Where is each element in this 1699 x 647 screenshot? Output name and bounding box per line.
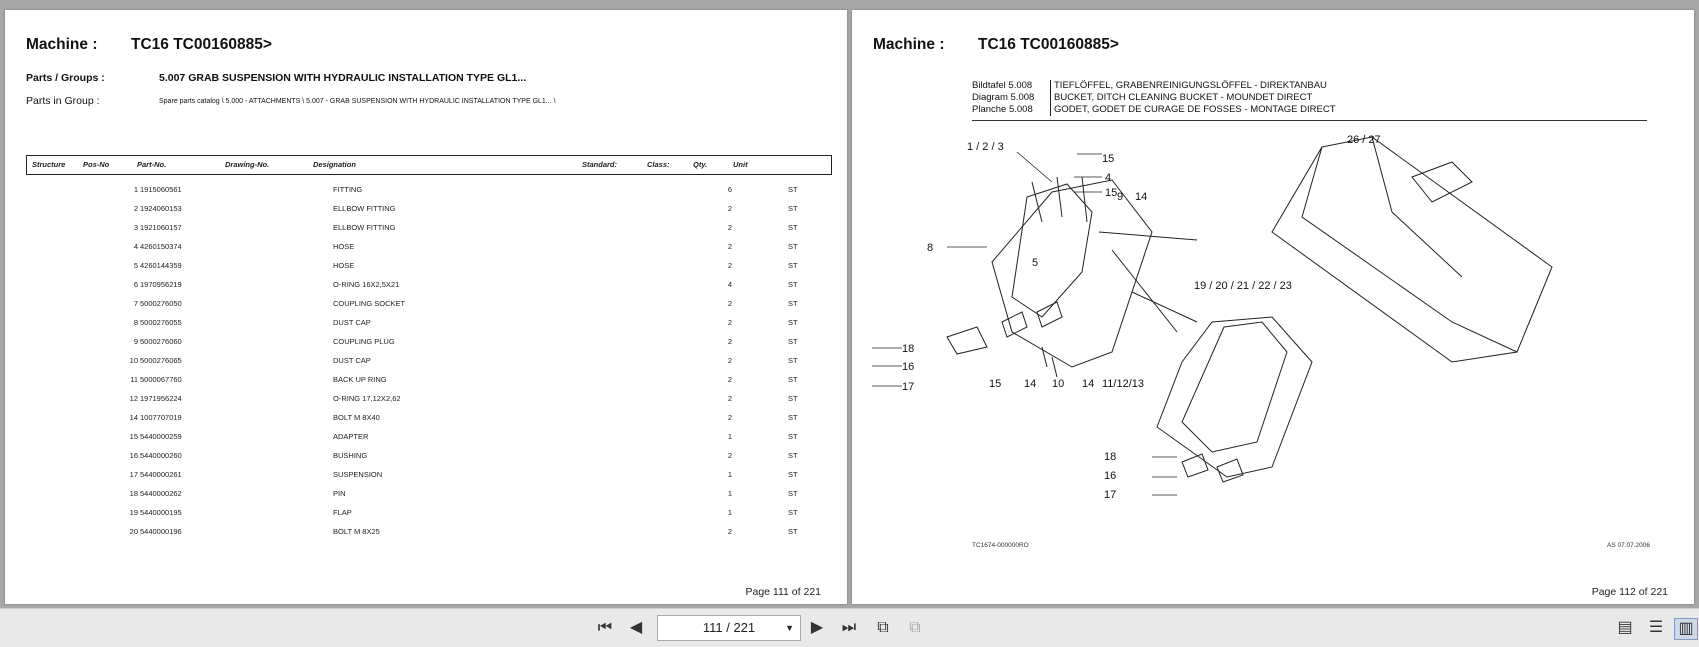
table-row bbox=[26, 527, 830, 539]
next-page-button[interactable] bbox=[806, 618, 828, 638]
table-row bbox=[26, 489, 830, 501]
designation-cell: BUSHING bbox=[333, 451, 368, 460]
unit-cell: ST bbox=[788, 470, 798, 479]
page-number: Page 112 of 221 bbox=[1591, 586, 1668, 598]
machine-heading bbox=[26, 36, 272, 54]
qty-cell: 1 bbox=[727, 470, 732, 479]
bucket-hinge bbox=[1412, 162, 1472, 202]
machine-label: Machine : bbox=[26, 36, 98, 53]
qty-cell: 1 bbox=[727, 508, 732, 517]
last-page-button[interactable] bbox=[838, 618, 860, 638]
machine-label: Machine : bbox=[873, 36, 945, 53]
designation-cell: DUST CAP bbox=[333, 318, 371, 327]
pos-no-cell: 11 bbox=[130, 375, 138, 384]
qty-cell: 2 bbox=[727, 375, 732, 384]
part-no-cell: 5440000196 bbox=[140, 527, 182, 536]
legend-row-fr bbox=[972, 104, 1336, 116]
callout-9: 9 bbox=[1117, 191, 1124, 203]
bucket-lower-edge bbox=[1302, 147, 1517, 352]
small-bucket-drawing bbox=[1157, 317, 1312, 477]
callout-11-12-13: 11/12/13 bbox=[1102, 378, 1145, 390]
unit-cell: ST bbox=[788, 261, 798, 270]
unit-cell: ST bbox=[788, 242, 798, 251]
fittings bbox=[1042, 347, 1057, 377]
qty-cell: 2 bbox=[727, 299, 732, 308]
unit-cell: ST bbox=[788, 451, 798, 460]
designation-cell: PIN bbox=[333, 489, 346, 498]
callout-19-23: 19 / 20 / 21 / 22 / 23 bbox=[1194, 280, 1292, 292]
pos-no-cell: 15 bbox=[129, 432, 138, 441]
pos-no-cell: 3 bbox=[133, 223, 138, 232]
part-no-cell: 1921060157 bbox=[140, 223, 182, 232]
designation-cell: HOSE bbox=[333, 242, 355, 251]
unit-cell: ST bbox=[788, 527, 798, 536]
part-no-cell: 1915060561 bbox=[140, 185, 182, 194]
parts-groups-value: 5.007 GRAB SUSPENSION WITH HYDRAULIC INSTALLATION TYPE GL1... bbox=[159, 72, 527, 84]
qty-cell: 2 bbox=[727, 318, 732, 327]
part-no-cell: 5000276050 bbox=[140, 299, 182, 308]
callout-26-27: 26 / 27 bbox=[1347, 134, 1381, 146]
part-no-cell: 1924060153 bbox=[140, 204, 182, 213]
legend-text: TIEFLÖFFEL, GRABENREINIGUNGSLÖFFEL - DIREKTANBAU bbox=[1054, 80, 1327, 91]
qty-cell: 4 bbox=[727, 280, 732, 289]
legend-key: Planche 5.008 bbox=[972, 104, 1033, 115]
callout-15: 15 bbox=[1105, 187, 1118, 199]
pos-no-cell: 1 bbox=[133, 185, 138, 194]
designation-cell: HOSE bbox=[333, 261, 355, 270]
page-number-field[interactable] bbox=[657, 615, 801, 641]
page-number: Page 111 of 221 bbox=[745, 586, 821, 598]
pos-no-cell: 14 bbox=[129, 413, 138, 422]
table-row bbox=[26, 299, 830, 311]
pos-no-cell: 12 bbox=[129, 394, 138, 403]
ditch-cleaning-bucket-drawing bbox=[1272, 137, 1552, 362]
legend-row-en bbox=[972, 92, 1336, 104]
parts-table-header bbox=[26, 155, 832, 175]
unit-cell: ST bbox=[788, 280, 798, 289]
pos-no-cell: 7 bbox=[133, 299, 138, 308]
machine-heading bbox=[873, 36, 1119, 54]
table-row bbox=[26, 204, 830, 216]
pos-no-cell: 4 bbox=[133, 242, 138, 251]
col-designation: Designation bbox=[313, 160, 356, 169]
table-row bbox=[26, 375, 830, 387]
unit-cell: ST bbox=[788, 223, 798, 232]
parts-in-group-label: Parts in Group : bbox=[26, 95, 100, 107]
unit-cell: ST bbox=[788, 299, 798, 308]
qty-cell: 2 bbox=[727, 451, 732, 460]
machine-value: TC16 TC00160885> bbox=[978, 36, 1119, 53]
tooth-16-right bbox=[1182, 454, 1208, 477]
unit-cell: ST bbox=[788, 394, 798, 403]
continuous-page-icon: ☰ bbox=[1648, 619, 1664, 636]
unit-cell: ST bbox=[788, 508, 798, 517]
first-page-button[interactable] bbox=[594, 618, 616, 638]
qty-cell: 2 bbox=[727, 261, 732, 270]
unit-cell: ST bbox=[788, 318, 798, 327]
part-no-cell: 5440000260 bbox=[140, 451, 182, 460]
designation-cell: BOLT M 8X25 bbox=[333, 527, 380, 536]
callout-8: 8 bbox=[927, 242, 934, 254]
qty-cell: 2 bbox=[727, 204, 732, 213]
qty-cell: 2 bbox=[727, 356, 732, 365]
designation-cell: SUSPENSION bbox=[333, 470, 383, 479]
callout-18: 18 bbox=[1104, 451, 1117, 463]
callout-17: 17 bbox=[902, 381, 915, 393]
designation-cell: O-RING 16X2,5X21 bbox=[333, 280, 400, 289]
legend-key: Bildtafel 5.008 bbox=[972, 80, 1033, 91]
callout-5: 5 bbox=[1032, 257, 1039, 269]
hose-line bbox=[1112, 250, 1177, 332]
part-no-cell: 5000276065 bbox=[140, 356, 182, 365]
part-no-cell: 5000067760 bbox=[140, 375, 182, 384]
qty-cell: 2 bbox=[727, 223, 732, 232]
part-no-cell: 5000276055 bbox=[140, 318, 182, 327]
single-page-view-button[interactable] bbox=[1614, 618, 1636, 638]
col-class: Class: bbox=[647, 160, 670, 169]
qty-cell: 2 bbox=[727, 413, 732, 422]
designation-cell: O-RING 17,12X2,62 bbox=[333, 394, 401, 403]
parts-groups-label: Parts / Groups : bbox=[26, 72, 105, 84]
callout-16: 16 bbox=[1104, 470, 1117, 482]
unit-cell: ST bbox=[788, 413, 798, 422]
diagram-legend bbox=[972, 80, 1336, 116]
go-forward-icon: ⧉ bbox=[909, 619, 921, 636]
legend-text: BUCKET, DITCH CLEANING BUCKET - MOUNDET DIRECT bbox=[1054, 92, 1313, 103]
pos-no-cell: 16 bbox=[129, 451, 138, 460]
chevron-down-icon[interactable]: ▼ bbox=[785, 623, 794, 633]
tooth-b bbox=[1037, 302, 1062, 327]
previous-page-button[interactable] bbox=[625, 618, 647, 638]
col-unit: Unit bbox=[733, 160, 748, 169]
pos-no-cell: 6 bbox=[133, 280, 138, 289]
callout-16: 16 bbox=[902, 361, 915, 373]
part-no-cell: 5440000262 bbox=[140, 489, 182, 498]
designation-cell: ELLBOW FITTING bbox=[333, 223, 396, 232]
callout-15: 15 bbox=[989, 378, 1002, 390]
designation-cell: COUPLING PLUG bbox=[333, 337, 395, 346]
pos-no-cell: 5 bbox=[133, 261, 138, 270]
next-page-icon: ▶ bbox=[810, 619, 824, 636]
designation-cell: BOLT M 8X40 bbox=[333, 413, 380, 422]
table-row bbox=[26, 223, 830, 235]
bucket-inner-line bbox=[1012, 184, 1092, 317]
qty-cell: 2 bbox=[727, 337, 732, 346]
table-row bbox=[26, 318, 830, 330]
table-row bbox=[26, 185, 830, 197]
pos-no-cell: 20 bbox=[129, 527, 138, 536]
callout-15: 15 bbox=[1102, 153, 1115, 165]
callout-17: 17 bbox=[1104, 489, 1117, 501]
go-forward-button[interactable] bbox=[904, 618, 926, 638]
legend-underline bbox=[972, 120, 1647, 121]
qty-cell: 6 bbox=[727, 185, 732, 194]
col-structure: Structure bbox=[32, 160, 66, 169]
pos-no-cell: 17 bbox=[129, 470, 138, 479]
part-no-cell: 5440000259 bbox=[140, 432, 182, 441]
table-row bbox=[26, 508, 830, 520]
qty-cell: 2 bbox=[727, 527, 732, 536]
continuous-view-button[interactable] bbox=[1645, 618, 1667, 638]
col-standard: Standard: bbox=[582, 160, 618, 169]
unit-cell: ST bbox=[788, 185, 798, 194]
part-no-cell: 1971956224 bbox=[140, 394, 182, 403]
drawing-date: AS 07.07.2006 bbox=[1607, 542, 1651, 549]
legend-text: GODET, GODET DE CURAGE DE FOSSES - MONTAGE DIRECT bbox=[1054, 104, 1336, 115]
qty-cell: 1 bbox=[727, 489, 732, 498]
parts-in-group-value: Spare parts catalog \ 5.000 - ATTACHMENTS \ 5.007 - GRAB SUSPENSION WITH HYDRAULIC INSTALLATION TYPE GL1... \ bbox=[159, 98, 556, 105]
table-row bbox=[26, 470, 830, 482]
unit-cell: ST bbox=[788, 489, 798, 498]
designation-cell: ADAPTER bbox=[333, 432, 369, 441]
part-no-cell: 1970956219 bbox=[140, 280, 182, 289]
part-no-cell: 4260150374 bbox=[140, 242, 182, 251]
first-page-icon: ⏮ bbox=[597, 619, 613, 636]
part-no-cell: 5440000195 bbox=[140, 508, 182, 517]
unit-cell: ST bbox=[788, 204, 798, 213]
designation-cell: FLAP bbox=[333, 508, 352, 517]
pos-no-cell: 18 bbox=[129, 489, 138, 498]
page-right bbox=[852, 10, 1694, 604]
designation-cell: COUPLING SOCKET bbox=[333, 299, 406, 308]
go-back-button[interactable] bbox=[872, 618, 894, 638]
exploded-parts-diagram bbox=[852, 122, 1694, 542]
qty-cell: 2 bbox=[727, 242, 732, 251]
last-page-icon: ⏭ bbox=[841, 619, 857, 636]
part-no-cell: 5440000261 bbox=[140, 470, 182, 479]
unit-cell: ST bbox=[788, 432, 798, 441]
previous-page-icon: ◀ bbox=[629, 619, 643, 636]
pos-no-cell: 9 bbox=[133, 337, 138, 346]
mount-plates bbox=[1032, 177, 1087, 222]
callout-4: 4 bbox=[1105, 172, 1112, 184]
go-back-icon: ⧉ bbox=[877, 619, 889, 636]
two-page-view-button[interactable] bbox=[1674, 618, 1698, 640]
bucket-side-panel bbox=[1372, 137, 1462, 277]
pos-no-cell: 10 bbox=[129, 356, 138, 365]
viewer-toolbar bbox=[0, 608, 1699, 647]
designation-cell: ELLBOW FITTING bbox=[333, 204, 396, 213]
part-no-cell: 1007707019 bbox=[140, 413, 182, 422]
callout-14: 14 bbox=[1024, 378, 1037, 390]
page-left bbox=[5, 10, 847, 604]
col-drawing-no: Drawing-No. bbox=[225, 160, 270, 169]
callout-10: 10 bbox=[1052, 378, 1065, 390]
unit-cell: ST bbox=[788, 337, 798, 346]
callout-14: 14 bbox=[1082, 378, 1095, 390]
table-row bbox=[26, 432, 830, 444]
part-no-cell: 4260144359 bbox=[140, 261, 182, 270]
table-row bbox=[26, 337, 830, 349]
two-page-icon: ▥ bbox=[1678, 620, 1694, 637]
table-row bbox=[26, 242, 830, 254]
designation-cell: BACK UP RING bbox=[333, 375, 387, 384]
designation-cell: DUST CAP bbox=[333, 356, 371, 365]
drawing-id: TC1674-000000RO bbox=[972, 542, 1029, 549]
pin-11 bbox=[1132, 292, 1197, 322]
tooth-16-left bbox=[947, 327, 987, 354]
table-row bbox=[26, 451, 830, 463]
tooth-c bbox=[1217, 459, 1243, 482]
unit-cell: ST bbox=[788, 356, 798, 365]
legend-row-de bbox=[972, 80, 1336, 92]
pos-no-cell: 2 bbox=[133, 204, 138, 213]
table-row bbox=[26, 280, 830, 292]
table-row bbox=[26, 394, 830, 406]
pos-no-cell: 19 bbox=[129, 508, 138, 517]
col-part-no: Part-No. bbox=[137, 160, 167, 169]
table-row bbox=[26, 413, 830, 425]
table-row bbox=[26, 261, 830, 273]
callout-14: 14 bbox=[1135, 191, 1148, 203]
qty-cell: 2 bbox=[727, 394, 732, 403]
page-field-value: 111 / 221 bbox=[702, 620, 756, 635]
table-row bbox=[26, 356, 830, 368]
unit-cell: ST bbox=[788, 375, 798, 384]
col-qty: Qty. bbox=[693, 160, 708, 169]
tooth-a bbox=[1002, 312, 1027, 337]
designation-cell: FITTING bbox=[333, 185, 363, 194]
pin-9 bbox=[1099, 232, 1197, 240]
callout-18: 18 bbox=[902, 343, 915, 355]
qty-cell: 1 bbox=[727, 432, 732, 441]
pos-no-cell: 8 bbox=[133, 318, 138, 327]
machine-value: TC16 TC00160885> bbox=[131, 36, 272, 53]
legend-key: Diagram 5.008 bbox=[972, 92, 1035, 103]
col-pos-no: Pos-No bbox=[83, 160, 110, 169]
legend-divider bbox=[1050, 80, 1051, 116]
single-page-icon: ▤ bbox=[1617, 619, 1633, 636]
part-no-cell: 5000276060 bbox=[140, 337, 182, 346]
callout-1-2-3: 1 / 2 / 3 bbox=[967, 141, 1004, 153]
